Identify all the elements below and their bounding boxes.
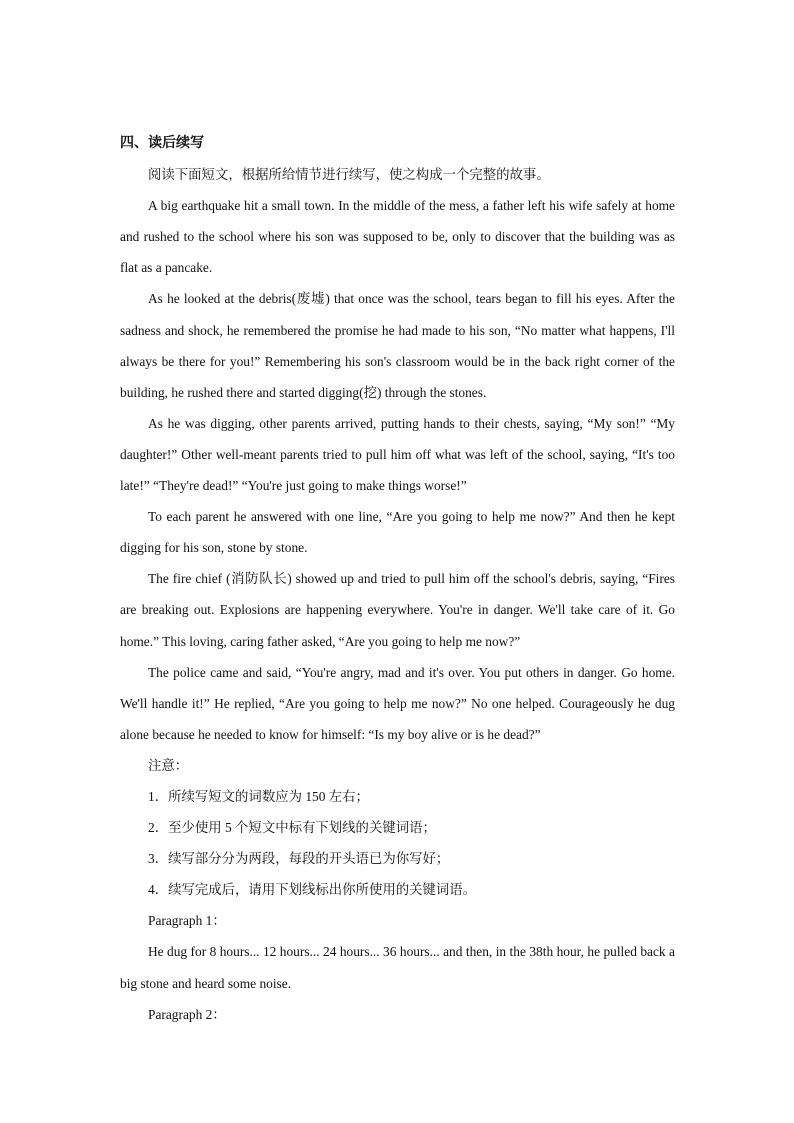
- note-item-1: 1．所续写短文的词数应为 150 左右；: [148, 788, 369, 804]
- story-paragraph-3: As he was digging, other parents arrived, putting hands to their chests, saying, “My son!” “My daughter!” Other well-meant parents tried to pull him off what was left of the school, saying, “It's too late!” “They're dead!” “You're just going to make things worse!”: [120, 415, 675, 494]
- instruction-text: 阅读下面短文，根据所给情节进行续写，使之构成一个完整的故事。: [148, 167, 550, 183]
- paragraph1-label: Paragraph 1：: [148, 913, 226, 929]
- paragraph2-label: Paragraph 2：: [148, 1006, 226, 1022]
- section-heading: 四、读后续写: [120, 135, 204, 151]
- note-item-4: 4．续写完成后，请用下划线标出你所使用的关键词语。: [148, 882, 477, 898]
- paragraph1-opening: He dug for 8 hours... 12 hours... 24 hours... 36 hours... and then, in the 38th hour, he pulled back a big stone and heard some noise.: [120, 944, 675, 991]
- story-paragraph-6: The police came and said, “You're angry, mad and it's over. You put others in danger. Go home. We'll handle it!” He replied, “Are you going to help me now?” No one helped. Courageously he dug alone because he needed to know for himself: “Is my boy alive or is he dead?”: [120, 664, 675, 742]
- document-content: [120, 128, 675, 1030]
- note-item-3: 3．续写部分分为两段，每段的开头语已为你写好；: [148, 851, 450, 867]
- story-paragraph-5: The fire chief (消防队长) showed up and tried to pull him off the school's debris, saying, “Fires are breaking out. Explosions are happening everywhere. You're in danger. We'll take care of it. Go home.” This loving, caring father asked, “Are you going to help me now?”: [120, 571, 675, 649]
- notes-title: 注意：: [148, 757, 189, 773]
- note-item-2: 2．至少使用 5 个短文中标有下划线的关键词语；: [148, 820, 436, 836]
- story-paragraph-1: A big earthquake hit a small town. In the middle of the mess, a father left his wife safely at home and rushed to the school where his son was supposed to be, only to discover that the building was as flat as a pancake.: [120, 198, 675, 276]
- story-paragraph-4: To each parent he answered with one line, “Are you going to help me now?” And then he kept digging for his son, stone by stone.: [120, 509, 675, 556]
- story-paragraph-2: As he looked at the debris(废墟) that once was the school, tears began to fill his eyes. After the sadness and shock, he remembered the promise he had made to his son, “No matter what happens, I'll always be there for you!” Remembering his son's classroom would be in the back right corner of the building, he rushed there and started digging(挖) through the stones.: [120, 291, 675, 400]
